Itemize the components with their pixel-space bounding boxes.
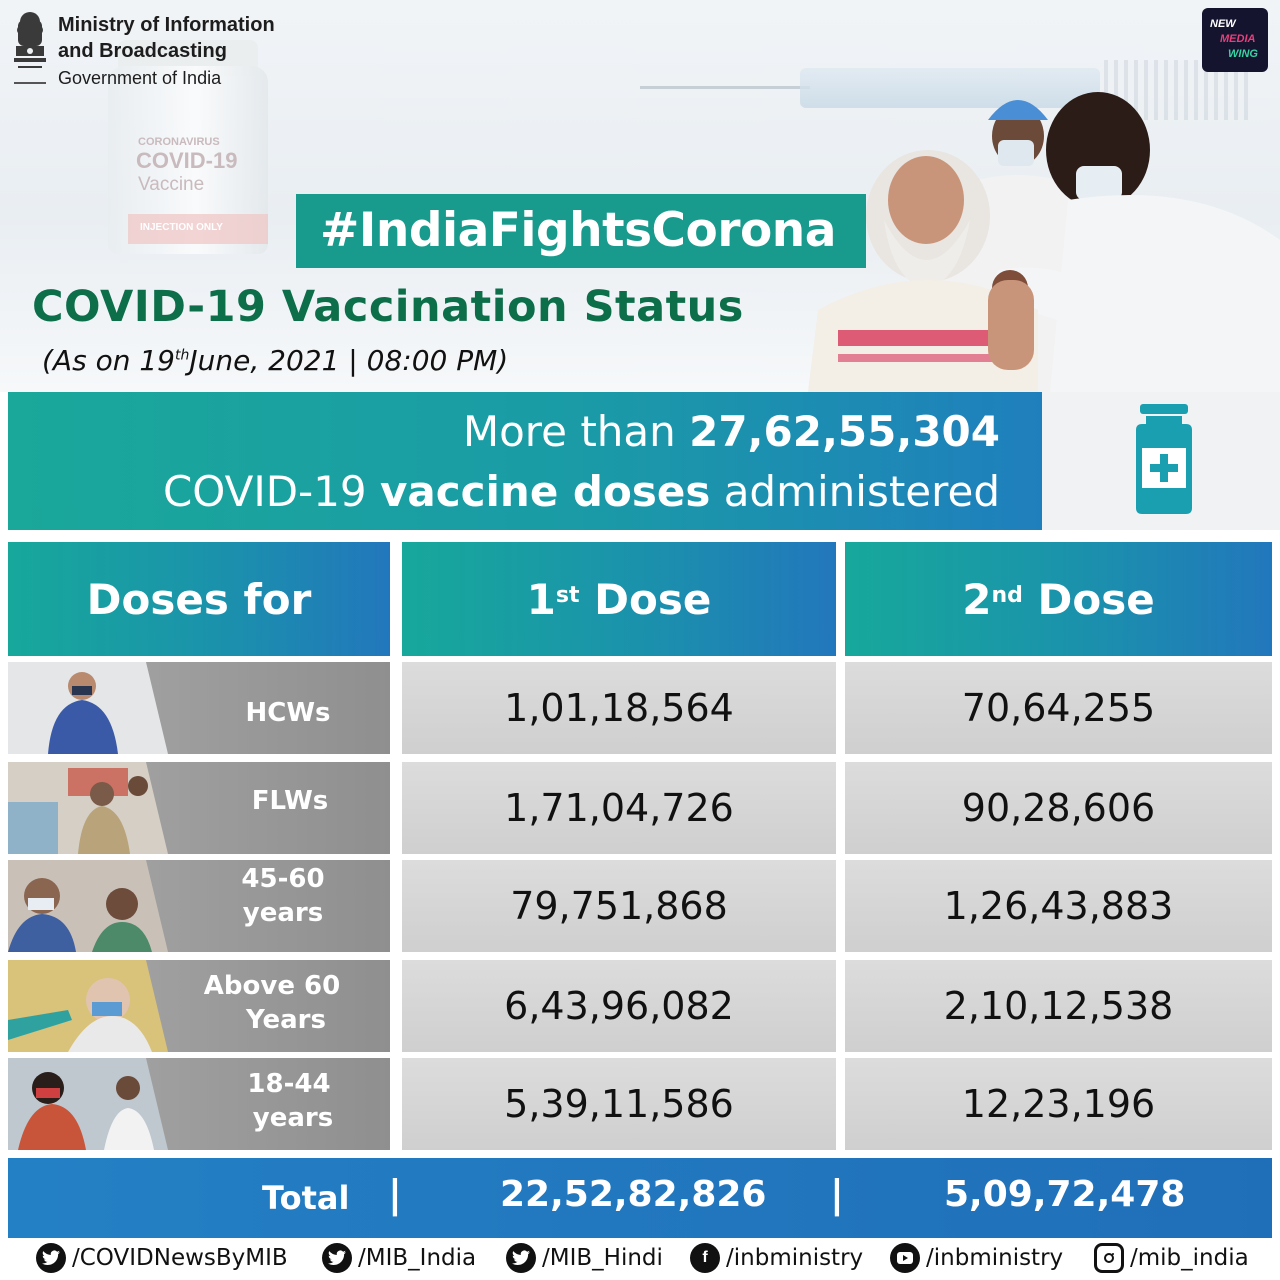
banner-vaccine-doses: vaccine doses xyxy=(380,467,711,516)
age-45-60-second-dose: 1,26,43,883 xyxy=(845,860,1272,952)
vaccine-bottle-icon xyxy=(1132,404,1196,514)
row-label-18-44 xyxy=(8,1058,390,1150)
row-label-above-60 xyxy=(8,960,390,1052)
date-subtitle xyxy=(42,344,508,377)
vial-label-vaccine: Vaccine xyxy=(138,174,205,195)
total-first-dose: 22,52,82,826 xyxy=(500,1174,767,1215)
banner-line1 xyxy=(40,407,1000,456)
first-dose-label: Dose xyxy=(579,574,712,624)
vial-label-injection: INJECTION ONLY xyxy=(140,222,223,233)
flws-first-dose: 1,71,04,726 xyxy=(402,762,836,854)
subtitle-ordinal: th xyxy=(174,347,190,364)
social-link-instagram[interactable] xyxy=(1094,1240,1249,1276)
column-header-doses-for: Doses for xyxy=(8,542,390,656)
flws-photo xyxy=(8,762,168,854)
banner-covid: COVID-19 xyxy=(162,467,381,516)
national-emblem-icon xyxy=(10,8,50,92)
banner-administered: administered xyxy=(710,467,1000,516)
vial-label-covid: COVID-19 xyxy=(136,148,238,173)
social-handle: /inbministry xyxy=(726,1245,864,1271)
row-label-45-60 xyxy=(8,860,390,952)
row-label-text: HCWs xyxy=(245,698,331,728)
age-45-60-photo xyxy=(8,860,168,952)
row-label-flws xyxy=(8,762,390,854)
banner-total-value: 27,62,55,304 xyxy=(689,407,1000,456)
instagram-icon xyxy=(1094,1243,1124,1273)
banner-line2 xyxy=(40,467,1000,516)
page-title: COVID-19 Vaccination Status xyxy=(32,282,744,332)
age-18-44-first-dose: 5,39,11,586 xyxy=(402,1058,836,1150)
total-label: Total xyxy=(262,1179,350,1217)
twitter-icon xyxy=(506,1243,536,1273)
hashtag-text: #IndiaFightsCorona xyxy=(320,203,836,258)
row-label-line2: Years xyxy=(246,1005,326,1035)
social-link-youtube[interactable] xyxy=(890,1240,1063,1276)
youtube-icon xyxy=(890,1243,920,1273)
government-name: Government of India xyxy=(58,68,222,88)
above-60-first-dose: 6,43,96,082 xyxy=(402,960,836,1052)
social-link-mib-hindi-twitter[interactable] xyxy=(506,1240,663,1276)
row-label-line1: Above 60 xyxy=(203,971,341,1001)
logo-text-media: MEDIA xyxy=(1220,33,1256,45)
hcws-first-dose: 1,01,18,564 xyxy=(402,662,836,754)
total-separator: | xyxy=(388,1172,402,1216)
social-link-mib-india-twitter[interactable] xyxy=(322,1240,476,1276)
syringe-needle xyxy=(640,86,810,89)
column-header-second-dose xyxy=(845,542,1272,656)
above-60-photo xyxy=(8,960,168,1052)
total-second-dose: 5,09,72,478 xyxy=(944,1174,1186,1215)
row-label-line2: years xyxy=(252,1103,334,1133)
row-label-line1: 45-60 xyxy=(241,864,325,894)
social-link-covidnewsbymib[interactable] xyxy=(36,1240,288,1276)
social-handle: /MIB_Hindi xyxy=(542,1245,663,1271)
row-label-line2: years xyxy=(242,898,324,928)
twitter-icon xyxy=(322,1243,352,1273)
facebook-icon: f xyxy=(690,1243,720,1273)
social-handle: /mib_india xyxy=(1130,1245,1249,1271)
column-header-first-dose xyxy=(402,542,836,656)
first-dose-ordinal: st xyxy=(555,582,580,608)
ministry-name-line2: and Broadcasting xyxy=(58,40,227,62)
banner-prefix: More than xyxy=(462,407,690,456)
age-45-60-first-dose: 79,751,868 xyxy=(402,860,836,952)
hcws-second-dose: 70,64,255 xyxy=(845,662,1272,754)
social-handle: /MIB_India xyxy=(358,1245,477,1271)
social-link-facebook[interactable] xyxy=(690,1240,863,1276)
flws-second-dose: 90,28,606 xyxy=(845,762,1272,854)
hcws-photo xyxy=(8,662,168,754)
second-dose-number: 2 xyxy=(962,574,992,624)
row-label-hcws xyxy=(8,662,390,754)
new-media-wing-logo xyxy=(1202,8,1268,72)
ministry-name-line1: Ministry of Information xyxy=(58,14,275,36)
subtitle-suffix: June, 2021 | 08:00 PM) xyxy=(189,344,509,377)
age-18-44-photo xyxy=(8,1058,168,1150)
second-dose-ordinal: nd xyxy=(991,582,1023,608)
age-18-44-second-dose: 12,23,196 xyxy=(845,1058,1272,1150)
total-separator: | xyxy=(830,1172,844,1216)
logo-text-wing: WING xyxy=(1228,48,1258,60)
second-dose-label: Dose xyxy=(1022,574,1155,624)
row-label-line1: 18-44 xyxy=(247,1069,331,1099)
above-60-second-dose: 2,10,12,538 xyxy=(845,960,1272,1052)
vial-label-coronavirus: CORONAVIRUS xyxy=(138,136,220,148)
subtitle-prefix: (As on 19 xyxy=(42,344,175,377)
social-handle: /inbministry xyxy=(926,1245,1064,1271)
social-handle: /COVIDNewsByMIB xyxy=(72,1245,288,1271)
logo-text-new: NEW xyxy=(1210,18,1236,30)
first-dose-number: 1 xyxy=(526,574,556,624)
twitter-icon xyxy=(36,1243,66,1273)
row-label-text: FLWs xyxy=(251,786,329,816)
